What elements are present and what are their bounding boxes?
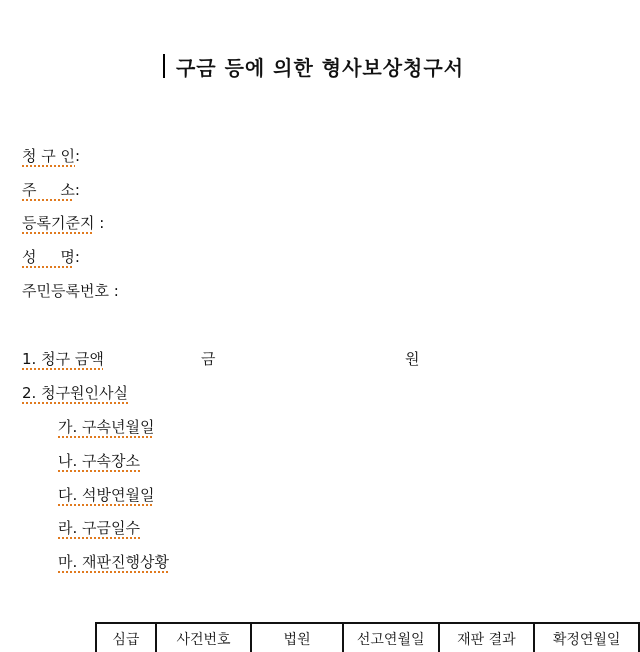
field-registration-base [22, 212, 104, 233]
list-item: 다. 석방연월일 [58, 486, 155, 504]
field-claimant [22, 145, 80, 166]
column-header: 확정연월일 [534, 623, 639, 652]
list-item: 가. 구속년월일 [58, 418, 155, 436]
column-header: 선고연월일 [343, 623, 439, 652]
column-header: 심급 [96, 623, 156, 652]
field-label: 성 명 [22, 248, 75, 266]
list-item: 나. 구속장소 [58, 452, 140, 470]
section-claim-cause [22, 382, 128, 403]
section-heading: 2. 청구원인사실 [22, 384, 129, 402]
field-colon: : [74, 248, 80, 266]
field-name [22, 246, 80, 267]
list-item: 라. 구금일수 [58, 519, 140, 537]
amount-prefix: 금 [201, 350, 216, 368]
field-label: 주 소 [22, 181, 75, 199]
section-heading: 1. 청구 금액 [22, 350, 104, 368]
column-header: 법원 [251, 623, 342, 652]
trial-table [95, 622, 640, 652]
field-resident-number [22, 280, 119, 301]
column-header: 사건번호 [156, 623, 252, 652]
table-header-row [96, 623, 639, 652]
amount-unit: 원 [405, 350, 420, 368]
section-claim-amount [22, 348, 104, 369]
field-colon: : [74, 181, 80, 199]
column-header: 재판 결과 [439, 623, 535, 652]
field-address [22, 179, 80, 200]
field-colon: : [113, 282, 119, 300]
document-title: 구금 등에 의한 형사보상청구서 [175, 56, 465, 80]
field-colon: : [99, 214, 105, 232]
field-label: 등록기준지 [22, 214, 95, 232]
field-label: 주민등록번호 [22, 282, 109, 300]
list-item: 마. 재판진행상황 [58, 553, 169, 571]
trial-table-container [95, 622, 640, 652]
field-colon: : [75, 147, 81, 165]
field-label: 청 구 인 [22, 147, 76, 165]
